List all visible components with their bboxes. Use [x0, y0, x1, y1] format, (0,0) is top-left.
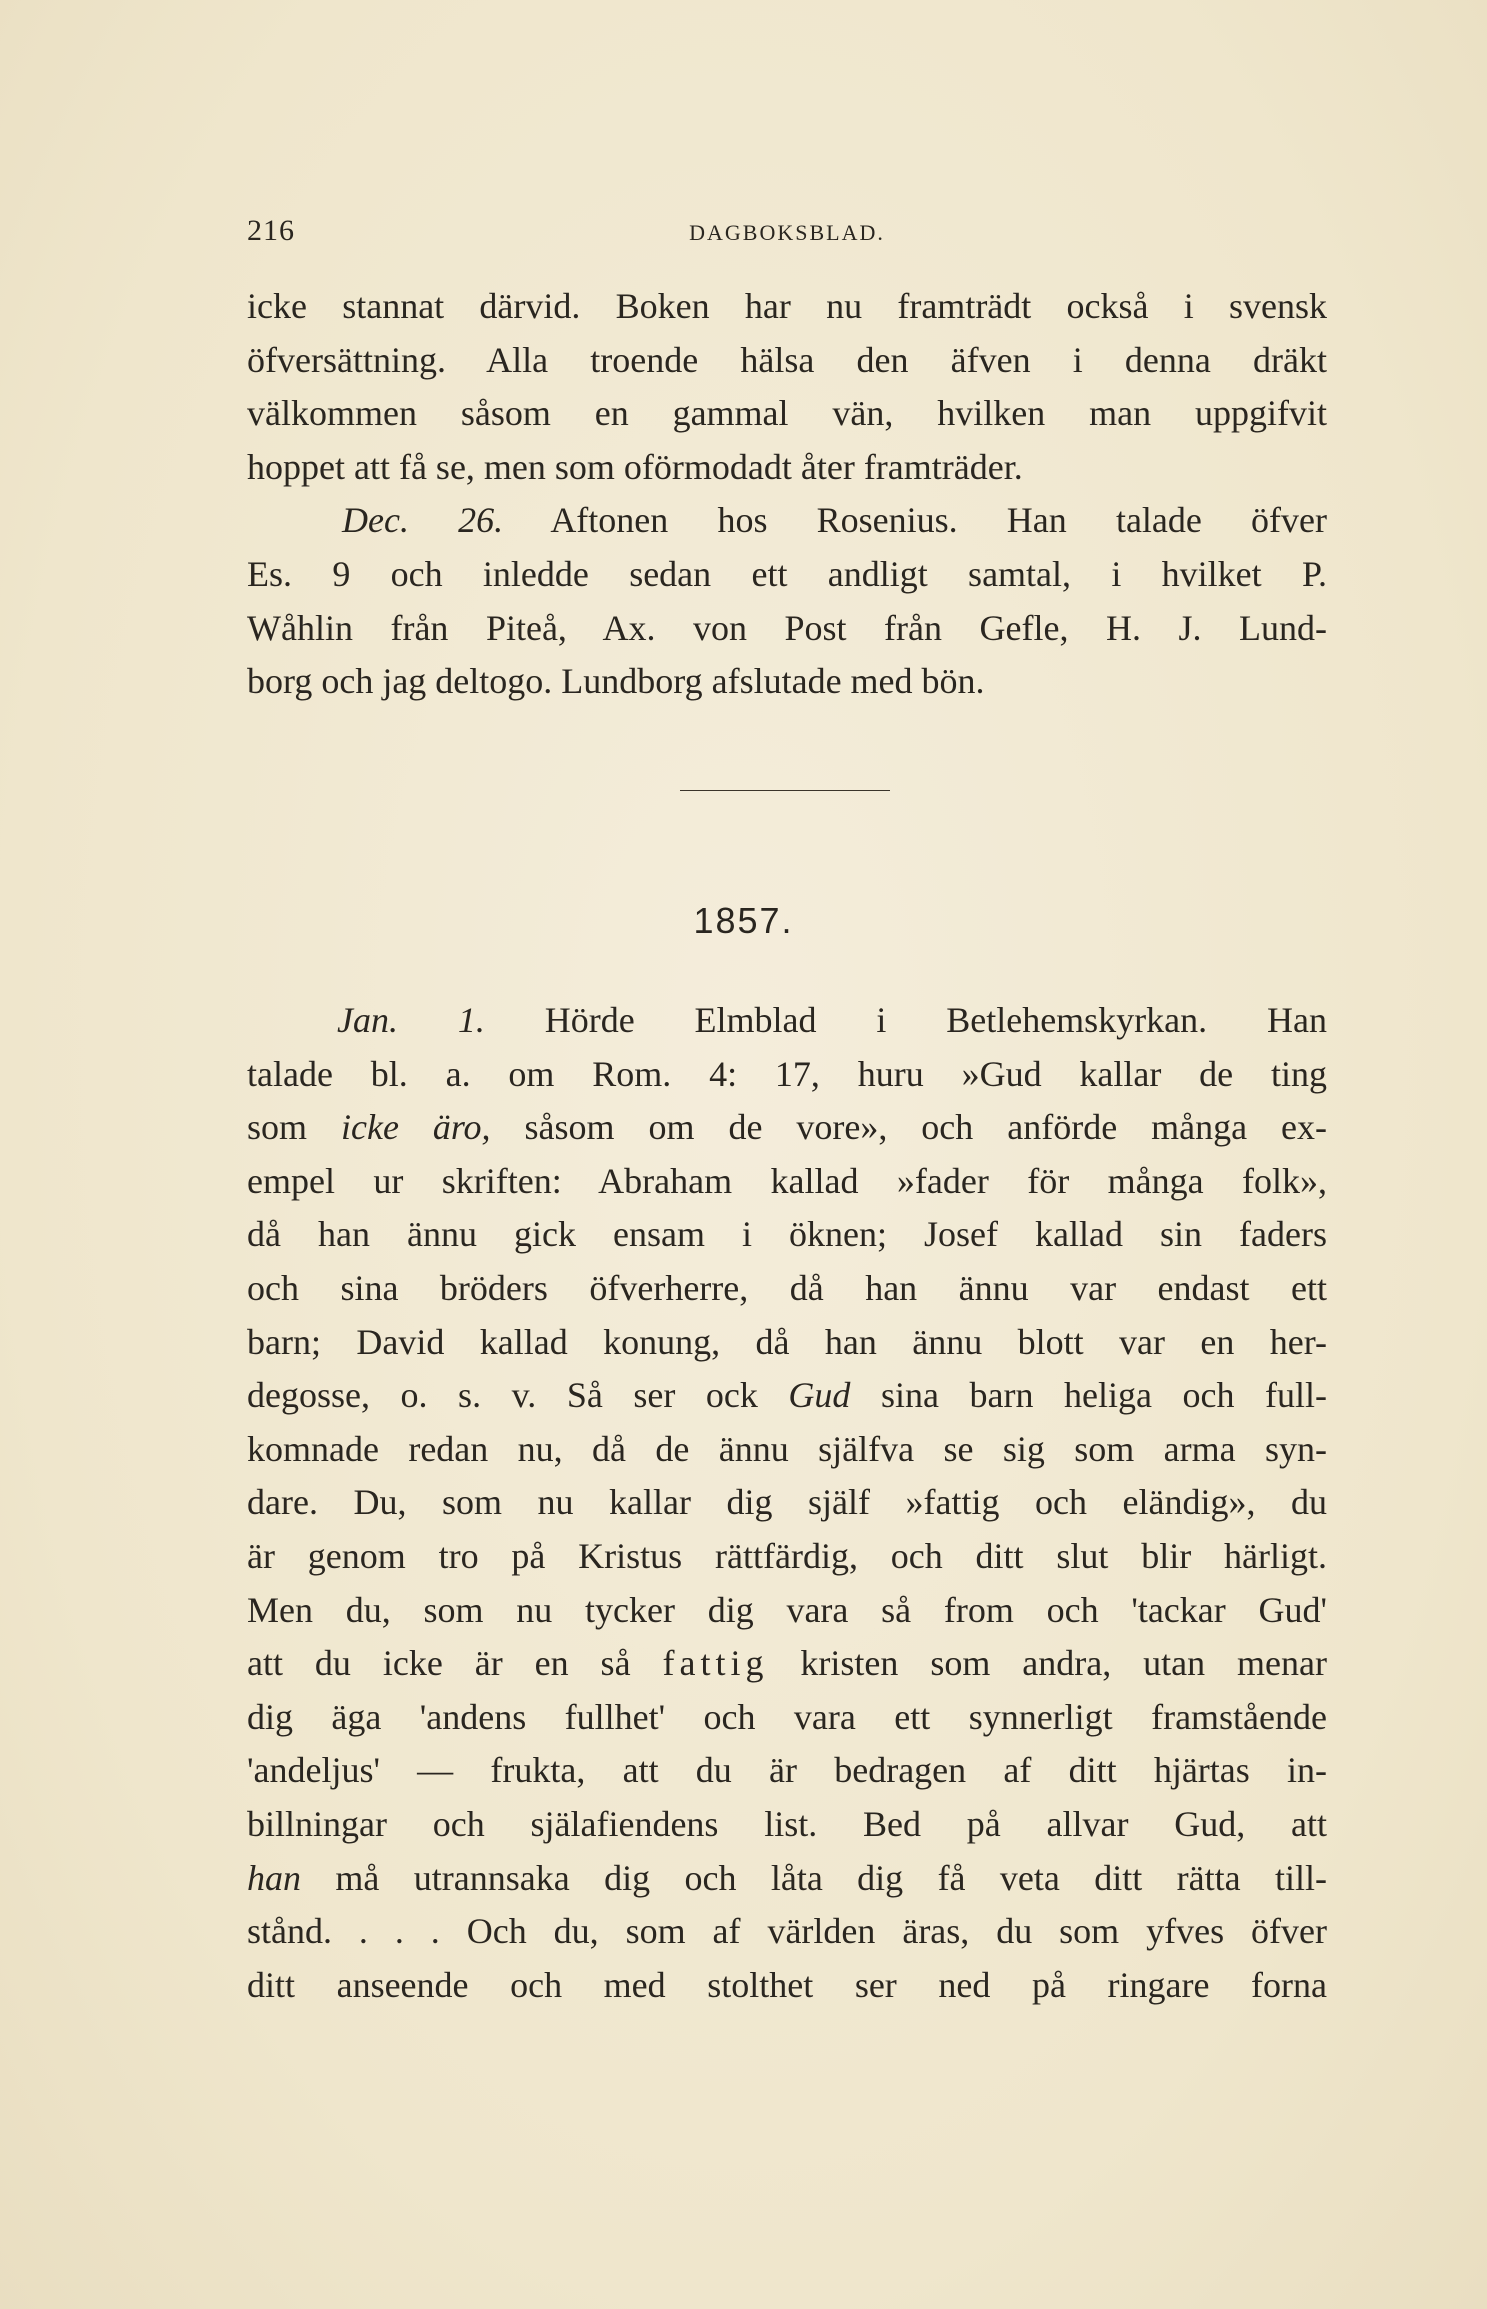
text-line: 'andeljus' — frukta, att du är bedragen af ditt hjärtas in- — [247, 1750, 1327, 1791]
entry-1856-text — [247, 280, 1327, 709]
text-line: ditt anseende och med stolthet ser ned på ringare forna — [247, 1964, 1327, 2005]
page-number: 216 — [247, 214, 295, 247]
text-line: Wåhlin från Piteå, Ax. von Post från Gefle, H. J. Lund- — [247, 607, 1327, 648]
text-line: hoppet att få se, men som oförmodadt åter framträder. — [247, 446, 1023, 487]
text-line: då han ännu gick ensam i öknen; Josef kallad sin faders — [247, 1214, 1327, 1255]
section-divider — [680, 790, 890, 791]
text-line: Es. 9 och inledde sedan ett andligt samtal, i hvilket P. — [247, 553, 1327, 594]
text-line: borg och jag deltogo. Lundborg afslutade med bön. — [247, 661, 985, 702]
text-line: komnade redan nu, då de ännu själfva se sig som arma syn- — [247, 1428, 1327, 1469]
text-line: billningar och själafiendens list. Bed på allvar Gud, att — [247, 1803, 1327, 1844]
jan-1-entry-line: Jan. 1. Hörde Elmblad i Betlehemskyrkan. Han — [337, 1000, 1327, 1040]
text-line: är genom tro på Kristus rättfärdig, och ditt slut blir härligt. — [247, 1535, 1327, 1576]
text-line: empel ur skriften: Abraham kallad »fader för många folk», — [247, 1160, 1327, 1201]
text-line: barn; David kallad konung, då han ännu blott var en her- — [247, 1321, 1327, 1362]
text-line: han må utrannsaka dig och låta dig få veta ditt rätta till- — [247, 1857, 1327, 1898]
dec-26-entry-line: Dec. 26. Aftonen hos Rosenius. Han talade öfver — [342, 500, 1327, 541]
entry-1857-text — [247, 994, 1327, 2012]
entry-date: Jan. 1. — [337, 1000, 485, 1040]
text-line: och sina bröders öfverherre, då han ännu var endast ett — [247, 1267, 1327, 1308]
text-line: icke stannat därvid. Boken har nu framträdt också i svensk — [247, 286, 1327, 326]
text-line: talade bl. a. om Rom. 4: 17, huru »Gud kallar de ting — [247, 1053, 1327, 1094]
text-line: degosse, o. s. v. Så ser ock Gud sina barn heliga och full- — [247, 1375, 1327, 1416]
year-heading: 1857. — [693, 900, 794, 941]
text-line: att du icke är en så fattig kristen som andra, utan menar — [247, 1643, 1328, 1684]
text-line: stånd. . . . Och du, som af världen äras, du som yfves öfver — [247, 1911, 1327, 1952]
text-line: som icke äro, såsom om de vore», och anförde många ex- — [247, 1107, 1328, 1148]
text-line: dig äga 'andens fullhet' och vara ett synnerligt framstående — [247, 1696, 1327, 1737]
text-line: välkommen såsom en gammal vän, hvilken man uppgifvit — [247, 393, 1327, 434]
text-line: öfversättning. Alla troende hälsa den äfven i denna dräkt — [247, 339, 1327, 380]
entry-date: Dec. 26. — [342, 500, 504, 541]
text-line: Men du, som nu tycker dig vara så from och 'tackar Gud' — [247, 1589, 1327, 1630]
page-header — [247, 214, 1327, 254]
running-head: DAGBOKSBLAD. — [689, 220, 885, 245]
text-line: dare. Du, som nu kallar dig själf »fattig och eländig», du — [247, 1482, 1327, 1523]
